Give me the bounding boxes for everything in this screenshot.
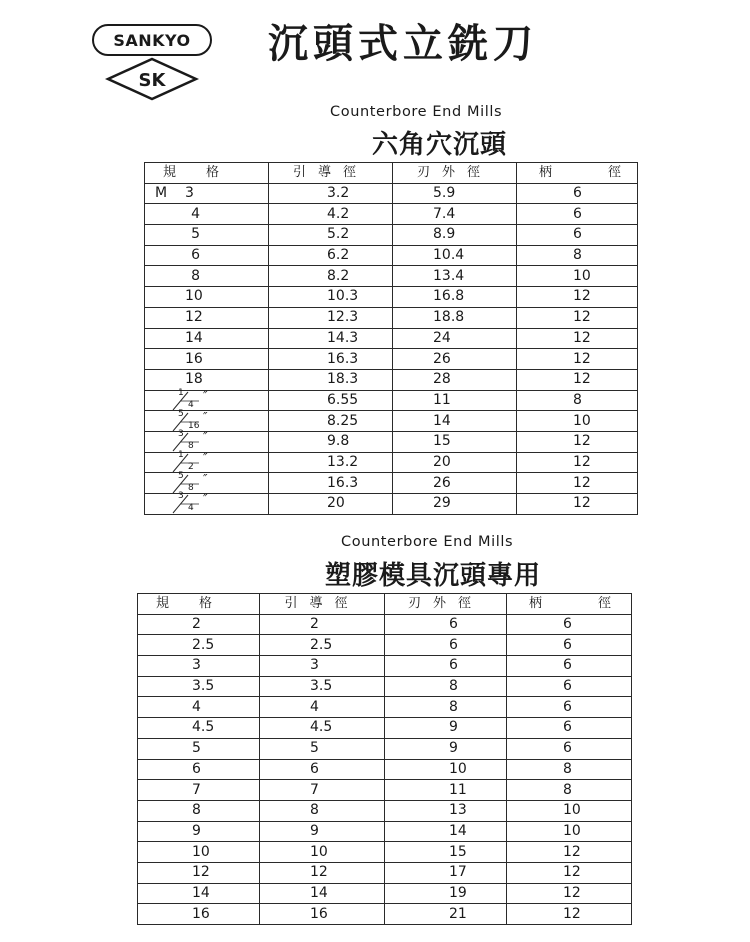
size-cell xyxy=(145,491,269,515)
header-cutter-diameter: 刃外徑 xyxy=(393,163,517,184)
pilot-diameter-cell: 12.3 xyxy=(269,307,393,328)
cutter-diameter-cell: 15 xyxy=(385,842,507,863)
table-row xyxy=(145,204,638,225)
table-row xyxy=(145,349,638,370)
size-cell xyxy=(145,449,269,473)
size-cell: 14 xyxy=(145,328,269,349)
size-cell xyxy=(145,431,269,452)
shank-diameter-cell: 6 xyxy=(507,697,632,718)
inch-mark: ″ xyxy=(203,430,208,445)
table-row xyxy=(138,697,632,718)
pilot-diameter-cell: 18.3 xyxy=(269,369,393,390)
shank-diameter-cell: 12 xyxy=(517,494,638,515)
cutter-diameter-cell: 6 xyxy=(385,656,507,677)
cutter-diameter-cell: 8 xyxy=(385,697,507,718)
size-cell: 3.5 xyxy=(138,676,260,697)
fraction-denominator: 2 xyxy=(188,461,194,472)
cutter-diameter-cell: 19 xyxy=(385,883,507,904)
table-row xyxy=(138,738,632,759)
plastic-mold-spec-table xyxy=(137,593,668,925)
cutter-diameter-cell: 18.8 xyxy=(393,307,517,328)
size-cell xyxy=(145,470,269,494)
cutter-diameter-cell: 10 xyxy=(385,759,507,780)
shank-diameter-cell: 12 xyxy=(517,369,638,390)
fraction-numerator: 3 xyxy=(178,491,184,502)
shank-diameter-cell: 12 xyxy=(517,287,638,308)
pilot-diameter-cell: 12 xyxy=(260,862,385,883)
size-cell: 12 xyxy=(145,307,269,328)
pilot-diameter-cell: 14.3 xyxy=(269,328,393,349)
shank-diameter-cell: 6 xyxy=(507,718,632,739)
pilot-diameter-cell: 14 xyxy=(260,883,385,904)
fraction-denominator: 8 xyxy=(188,482,194,493)
pilot-diameter-cell: 5 xyxy=(260,738,385,759)
pilot-diameter-cell: 6.55 xyxy=(269,390,393,411)
pilot-diameter-cell: 8.25 xyxy=(269,411,393,432)
header-pilot-diameter: 引導徑 xyxy=(269,163,393,184)
pilot-diameter-cell: 20 xyxy=(269,494,393,515)
table-row xyxy=(145,369,638,390)
shank-diameter-cell: 10 xyxy=(507,821,632,842)
table-row xyxy=(138,718,632,739)
section1-subtitle-cn: 六角穴沉頭 xyxy=(372,130,508,160)
table-header-row xyxy=(138,594,632,615)
shank-diameter-cell: 6 xyxy=(517,225,638,246)
logo-brand-pill: SANKYO xyxy=(92,24,212,56)
table-row xyxy=(138,676,632,697)
shank-diameter-cell: 10 xyxy=(517,411,638,432)
cutter-diameter-cell: 13 xyxy=(385,800,507,821)
size-cell: 7 xyxy=(138,780,260,801)
size-cell: 8 xyxy=(145,266,269,287)
pilot-diameter-cell: 10 xyxy=(260,842,385,863)
cutter-diameter-cell: 24 xyxy=(393,328,517,349)
shank-diameter-cell: 12 xyxy=(507,883,632,904)
table-row xyxy=(145,390,638,411)
table-row xyxy=(145,225,638,246)
table-row xyxy=(145,266,638,287)
size-cell: 8 xyxy=(138,800,260,821)
pilot-diameter-cell: 4.2 xyxy=(269,204,393,225)
shank-diameter-cell: 12 xyxy=(517,349,638,370)
section1-subtitle-en: Counterbore End Mills xyxy=(330,104,503,120)
pilot-diameter-cell: 6 xyxy=(260,759,385,780)
pilot-diameter-cell: 2.5 xyxy=(260,635,385,656)
header-size: 規格 xyxy=(145,163,269,184)
shank-diameter-cell: 6 xyxy=(507,738,632,759)
table-row xyxy=(145,494,638,515)
shank-diameter-cell: 12 xyxy=(517,431,638,452)
inch-mark: ″ xyxy=(203,409,208,424)
cutter-diameter-cell: 28 xyxy=(393,369,517,390)
pilot-diameter-cell: 3 xyxy=(260,656,385,677)
table-row xyxy=(145,245,638,266)
size-cell: 6 xyxy=(138,759,260,780)
shank-diameter-cell: 12 xyxy=(507,904,632,925)
table-row xyxy=(138,883,632,904)
pilot-diameter-cell: 16.3 xyxy=(269,473,393,494)
table-header-row xyxy=(145,163,638,184)
inch-mark: ″ xyxy=(203,471,208,486)
cutter-diameter-cell: 20 xyxy=(393,452,517,473)
fraction-numerator: 3 xyxy=(178,429,184,440)
size-cell xyxy=(145,387,269,411)
pilot-diameter-cell: 7 xyxy=(260,780,385,801)
pilot-diameter-cell: 4 xyxy=(260,697,385,718)
cutter-diameter-cell: 21 xyxy=(385,904,507,925)
table-row xyxy=(138,759,632,780)
pilot-diameter-cell: 4.5 xyxy=(260,718,385,739)
shank-diameter-cell: 12 xyxy=(517,473,638,494)
cutter-diameter-cell: 8.9 xyxy=(393,225,517,246)
table-row xyxy=(145,452,638,473)
fraction-slash-icon xyxy=(171,494,201,513)
cutter-diameter-cell: 17 xyxy=(385,862,507,883)
header-shank-diameter: 柄徑 xyxy=(507,594,632,615)
header-cutter-diameter: 刃外徑 xyxy=(385,594,507,615)
shank-diameter-cell: 12 xyxy=(517,307,638,328)
logo-mark-text: SK xyxy=(138,70,166,91)
inch-mark: ″ xyxy=(203,492,208,507)
size-cell: 2 xyxy=(138,614,260,635)
table-row xyxy=(145,328,638,349)
size-cell: 4.5 xyxy=(138,718,260,739)
shank-diameter-cell: 8 xyxy=(517,390,638,411)
inch-fraction xyxy=(171,408,227,431)
pilot-diameter-cell: 3.2 xyxy=(269,183,393,204)
table-row xyxy=(138,780,632,801)
pilot-diameter-cell: 6.2 xyxy=(269,245,393,266)
fraction-denominator: 16 xyxy=(188,420,200,431)
shank-diameter-cell: 6 xyxy=(517,204,638,225)
shank-diameter-cell: 8 xyxy=(507,780,632,801)
cutter-diameter-cell: 9 xyxy=(385,738,507,759)
cutter-diameter-cell: 26 xyxy=(393,473,517,494)
shank-diameter-cell: 10 xyxy=(517,266,638,287)
table-row xyxy=(145,287,638,308)
cutter-diameter-cell: 8 xyxy=(385,676,507,697)
size-cell: 5 xyxy=(138,738,260,759)
size-cell: 16 xyxy=(138,904,260,925)
pilot-diameter-cell: 16 xyxy=(260,904,385,925)
pilot-diameter-cell: 8 xyxy=(260,800,385,821)
metric-prefix: M xyxy=(155,185,168,202)
fraction-numerator: 1 xyxy=(178,387,184,398)
inch-mark: ″ xyxy=(203,388,208,403)
cutter-diameter-cell: 29 xyxy=(393,494,517,515)
table-row xyxy=(138,656,632,677)
cutter-diameter-cell: 14 xyxy=(385,821,507,842)
section2-subtitle-cn: 塑膠模具沉頭專用 xyxy=(325,561,542,591)
fraction-denominator: 8 xyxy=(188,441,194,452)
pilot-diameter-cell: 10.3 xyxy=(269,287,393,308)
table-row xyxy=(138,635,632,656)
logo-diamond-icon xyxy=(106,57,198,101)
page-title: 沉頭式立銑刀 xyxy=(268,21,538,67)
cutter-diameter-cell: 9 xyxy=(385,718,507,739)
shank-diameter-cell: 8 xyxy=(517,245,638,266)
size-cell: 6 xyxy=(145,245,269,266)
fraction-numerator: 1 xyxy=(178,449,184,460)
shank-diameter-cell: 12 xyxy=(507,862,632,883)
section2-subtitle-en: Counterbore End Mills xyxy=(341,534,514,550)
hex-socket-spec-table xyxy=(144,162,678,515)
size-cell: 16 xyxy=(145,349,269,370)
cutter-diameter-cell: 16.8 xyxy=(393,287,517,308)
pilot-diameter-cell: 9.8 xyxy=(269,431,393,452)
size-cell: 18 xyxy=(145,369,269,390)
table-row xyxy=(145,183,638,204)
shank-diameter-cell: 10 xyxy=(507,800,632,821)
inch-mark: ″ xyxy=(203,450,208,465)
table-row xyxy=(145,411,638,432)
size-cell xyxy=(145,183,269,204)
size-cell: 2.5 xyxy=(138,635,260,656)
table-row xyxy=(145,473,638,494)
shank-diameter-cell: 12 xyxy=(507,842,632,863)
cutter-diameter-cell: 6 xyxy=(385,635,507,656)
cutter-diameter-cell: 5.9 xyxy=(393,183,517,204)
shank-diameter-cell: 12 xyxy=(517,452,638,473)
cutter-diameter-cell: 10.4 xyxy=(393,245,517,266)
size-cell: 3 xyxy=(138,656,260,677)
cutter-diameter-cell: 26 xyxy=(393,349,517,370)
cutter-diameter-cell: 6 xyxy=(385,614,507,635)
shank-diameter-cell: 12 xyxy=(517,328,638,349)
pilot-diameter-cell: 16.3 xyxy=(269,349,393,370)
shank-diameter-cell: 6 xyxy=(517,183,638,204)
table-row xyxy=(145,307,638,328)
cutter-diameter-cell: 15 xyxy=(393,431,517,452)
size-cell: 5 xyxy=(145,225,269,246)
header-shank-diameter: 柄徑 xyxy=(517,163,638,184)
pilot-diameter-cell: 3.5 xyxy=(260,676,385,697)
shank-diameter-cell: 6 xyxy=(507,656,632,677)
table-row xyxy=(138,904,632,925)
cutter-diameter-cell: 14 xyxy=(393,411,517,432)
table-row xyxy=(138,614,632,635)
cutter-diameter-cell: 11 xyxy=(385,780,507,801)
fraction-numerator: 5 xyxy=(178,408,184,419)
size-cell: 14 xyxy=(138,883,260,904)
pilot-diameter-cell: 2 xyxy=(260,614,385,635)
size-cell: 10 xyxy=(138,842,260,863)
shank-diameter-cell: 8 xyxy=(507,759,632,780)
table-row xyxy=(145,431,638,452)
shank-diameter-cell: 6 xyxy=(507,676,632,697)
pilot-diameter-cell: 13.2 xyxy=(269,452,393,473)
inch-fraction xyxy=(171,491,227,514)
sankyo-logo xyxy=(92,24,214,100)
fraction-denominator: 4 xyxy=(188,399,194,410)
pilot-diameter-cell: 8.2 xyxy=(269,266,393,287)
size-cell xyxy=(145,408,269,432)
table-row xyxy=(138,842,632,863)
shank-diameter-cell: 6 xyxy=(507,635,632,656)
fraction-numerator: 5 xyxy=(178,470,184,481)
inch-fraction xyxy=(171,387,227,410)
header-pilot-diameter: 引導徑 xyxy=(260,594,385,615)
size-cell: 4 xyxy=(138,697,260,718)
fraction-slash-icon xyxy=(171,453,201,472)
fraction-denominator: 4 xyxy=(188,503,194,514)
pilot-diameter-cell: 9 xyxy=(260,821,385,842)
table-row xyxy=(138,862,632,883)
cutter-diameter-cell: 7.4 xyxy=(393,204,517,225)
pilot-diameter-cell: 5.2 xyxy=(269,225,393,246)
size-cell: 9 xyxy=(138,821,260,842)
table-row xyxy=(138,800,632,821)
fraction-slash-icon xyxy=(171,474,201,493)
table-row xyxy=(138,821,632,842)
inch-fraction xyxy=(171,470,227,493)
cutter-diameter-cell: 11 xyxy=(393,390,517,411)
size-cell: 10 xyxy=(145,287,269,308)
inch-fraction xyxy=(171,449,227,472)
shank-diameter-cell: 6 xyxy=(507,614,632,635)
inch-fraction xyxy=(171,429,227,452)
fraction-slash-icon xyxy=(171,391,201,410)
fraction-slash-icon xyxy=(171,432,201,451)
header-size: 規格 xyxy=(138,594,260,615)
size-cell: 12 xyxy=(138,862,260,883)
size-value: 3 xyxy=(185,185,194,202)
size-cell: 4 xyxy=(145,204,269,225)
cutter-diameter-cell: 13.4 xyxy=(393,266,517,287)
